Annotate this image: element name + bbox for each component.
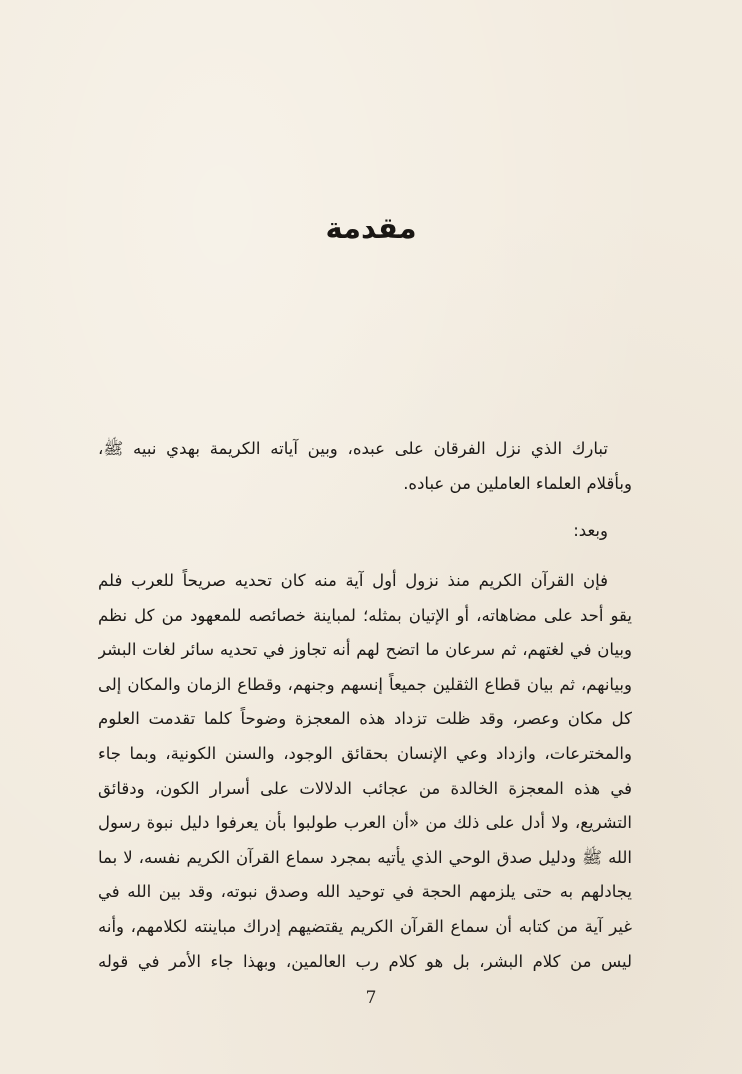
paragraph-line: غير آية من كتابه أن سماع القرآن الكريم يقتضيهم إدراك مباينته لكلامهم، وأنه [98, 916, 632, 936]
body-paragraph [98, 564, 632, 979]
paragraph-line: وبيانهم، ثم بيان قطاع الثقلين جميعاً إنسهم وجنهم، وقطاع الزمان والمكان إلى [98, 674, 632, 694]
page-title: مقدمة [325, 211, 417, 245]
paragraph-line: والمخترعات، وازداد وعي الإنسان بحقائق الوجود، والسنن الكونية، وبما جاء [98, 743, 632, 763]
page-number: 7 [365, 988, 377, 1008]
paragraph-line: في هذه المعجزة الخالدة من عجائب الدلالات على أسرار الكون، ودقائق [98, 778, 632, 798]
paragraph-line: ليس من كلام البشر، بل هو كلام رب العالمين، وبهذا جاء الأمر في قوله [98, 951, 632, 971]
paragraph-line: كل مكان وعصر، وقد ظلت تزداد هذه المعجزة وضوحاً كلما تقدمت العلوم [98, 709, 632, 729]
paragraph-line: يجادلهم به حتى يلزمهم الحجة في توحيد الله وصدق نبوته، وقد بين الله في [98, 882, 632, 902]
salutation-line: وبعد: [573, 521, 608, 540]
paragraph-line: تبارك الذي نزل الفرقان على عبده، وبين آياته الكريمة بهدي نبيه ﷺ، [98, 439, 608, 458]
paragraph-line: يقو أحد على مضاهاته، أو الإتيان بمثله؛ لمباينة خصائصه للمعهود من كل نظم [98, 605, 632, 625]
opening-paragraph [98, 432, 632, 501]
paragraph-line: فإن القرآن الكريم منذ نزول أول آية منه كان تحديه صريحاً للعرب فلم [98, 571, 608, 590]
paragraph-line: الله ﷺ ودليل صدق الوحي الذي يأتيه بمجرد سماع القرآن الكريم نفسه، لا بما [98, 847, 632, 867]
paragraph-line: وبأقلام العلماء العاملين من عباده. [403, 473, 632, 493]
paragraph-line: التشريع، ولا أدل على ذلك من «أن العرب طولبوا بأن يعرفوا دليل نبوة رسول [98, 813, 632, 833]
paragraph-line: وبيان في لغتهم، ثم سرعان ما اتضح لهم أنه تجاوز في تحديه سائر لغات البشر [98, 640, 632, 660]
salutation-paragraph [98, 514, 632, 549]
